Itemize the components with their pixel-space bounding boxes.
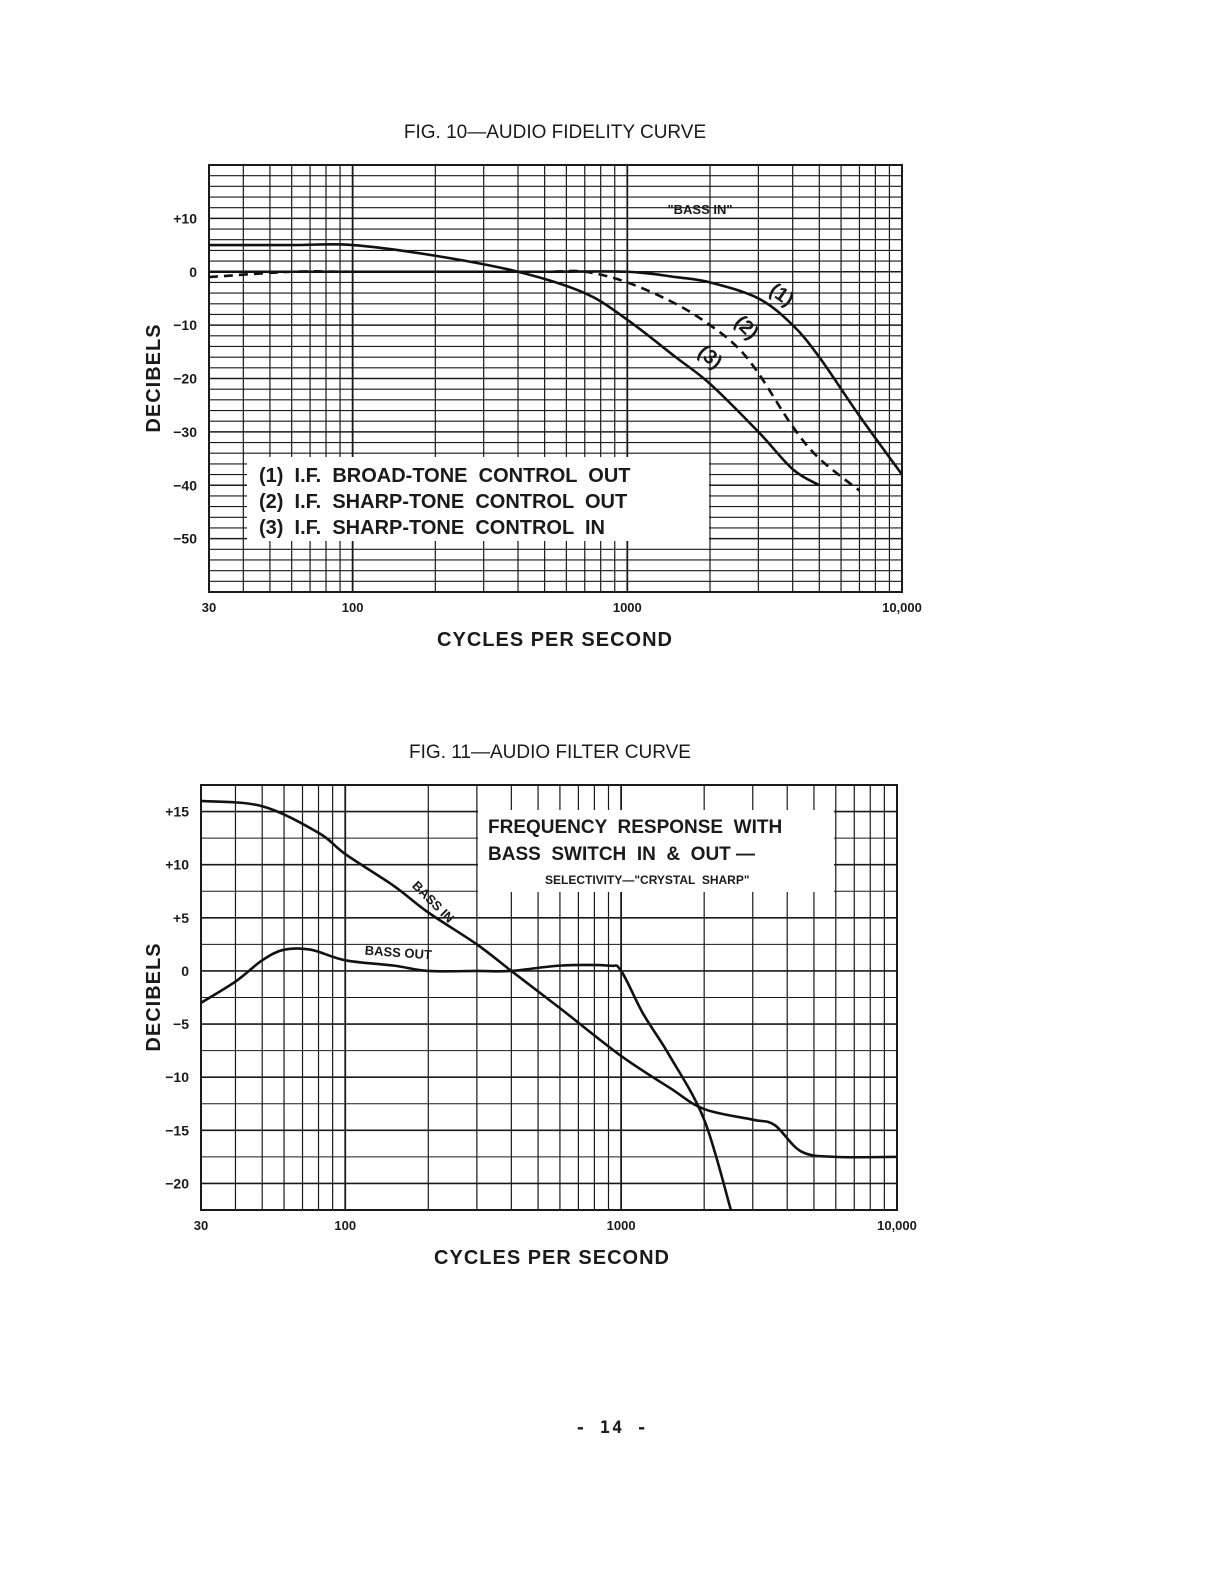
x-axis-label: CYCLES PER SECOND [437,629,673,651]
legend-item-1: (1) I.F. BROAD-TONE CONTROL OUT [259,465,631,487]
y-tick-label: −5 [173,1016,189,1033]
y-tick-label: −10 [165,1069,189,1086]
annotation-bass-in: "BASS IN" [667,202,733,217]
x-tick-label: 100 [334,1218,357,1233]
x-axis-label: CYCLES PER SECOND [434,1247,670,1269]
series-label-2: BASS OUT [364,942,433,963]
y-axis-label: DECIBELS [143,323,165,433]
x-tick-label: 30 [193,1218,209,1233]
series-label-1: (1) [765,279,798,312]
x-tick-label: 10,000 [877,1218,917,1233]
y-tick-label: −15 [165,1122,189,1139]
y-tick-label: −20 [165,1175,189,1192]
y-tick-label: −20 [173,370,197,387]
series-line-3 [209,244,819,485]
y-tick-label: 0 [189,263,197,280]
series-line-2 [201,948,731,1210]
series-label-2: (2) [729,311,763,345]
x-tick-label: 100 [341,600,364,615]
page-number: - 14 - [575,1418,649,1438]
y-tick-label: −10 [173,317,197,334]
chart-title: FIG. 11—AUDIO FILTER CURVE [409,742,691,763]
chart-fig10 [0,0,1224,680]
legend-item-2: (2) I.F. SHARP-TONE CONTROL OUT [259,491,628,513]
series-label-3: (3) [693,341,727,374]
annotation-line-3: SELECTIVITY—"CRYSTAL SHARP" [545,873,750,887]
x-tick-label: 10,000 [882,600,922,615]
y-tick-label: +10 [173,210,197,227]
y-tick-label: +15 [165,803,189,820]
y-tick-label: 0 [181,962,189,979]
y-tick-label: +5 [173,909,189,926]
legend [247,457,709,541]
y-axis-label: DECIBELS [143,942,165,1052]
y-tick-label: +10 [165,856,189,873]
chart-fig11 [0,700,1224,1320]
y-tick-label: −30 [173,423,197,440]
x-tick-label: 1000 [606,1218,636,1233]
legend-item-3: (3) I.F. SHARP-TONE CONTROL IN [259,517,605,539]
series-line-1 [209,271,902,474]
series-label-1: BASS IN [409,877,458,926]
annotation-line-1: FREQUENCY RESPONSE WITH [488,817,783,838]
y-tick-label: −40 [173,477,197,494]
x-tick-label: 30 [201,600,217,615]
annotation-line-2: BASS SWITCH IN & OUT — [488,844,756,865]
annotation-box [478,810,834,892]
y-tick-label: −50 [173,530,197,547]
chart-title: FIG. 10—AUDIO FIDELITY CURVE [403,122,707,143]
x-tick-label: 1000 [612,600,642,615]
